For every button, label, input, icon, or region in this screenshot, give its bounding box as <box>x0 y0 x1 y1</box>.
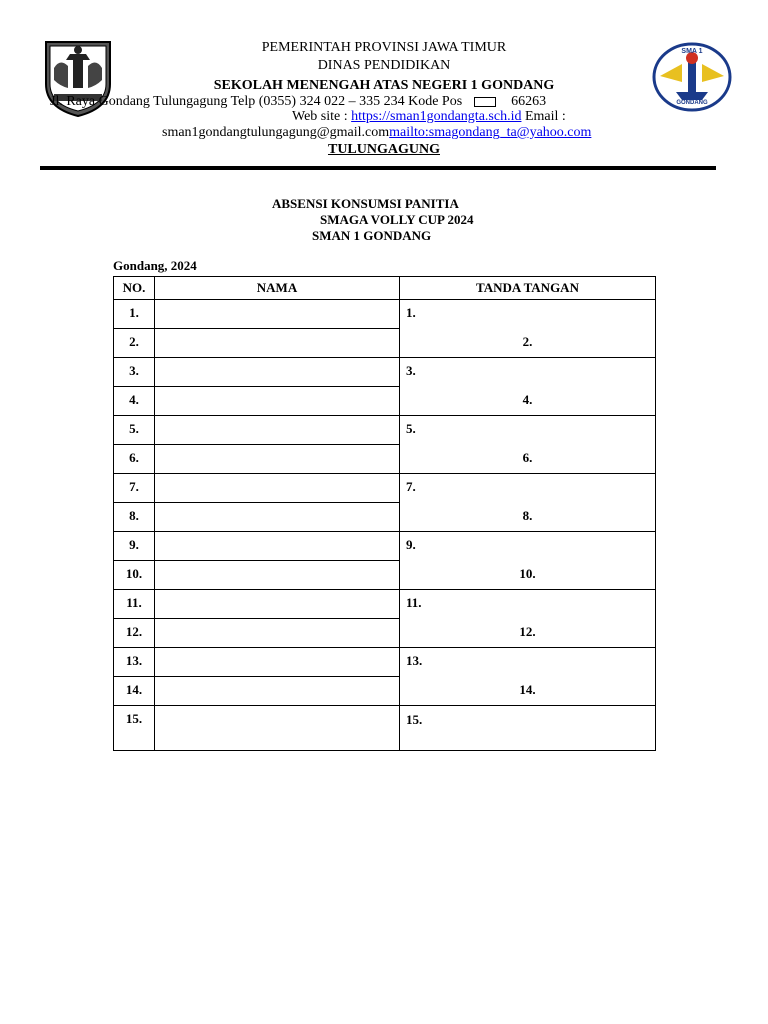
website-link[interactable]: https://sman1gondangta.sch.id <box>351 109 522 124</box>
signature-number: 12. <box>519 624 536 639</box>
row-number: 6. <box>114 445 155 474</box>
row-number: 10. <box>114 561 155 590</box>
form-event: SMAGA VOLLY CUP 2024 <box>320 212 474 227</box>
signature-number: 4. <box>522 392 533 407</box>
signature-field[interactable] <box>400 416 656 474</box>
letterhead-email-line <box>162 125 662 141</box>
email-label: Email : <box>524 109 566 124</box>
signature-number: 5. <box>406 421 416 436</box>
name-field[interactable] <box>155 474 400 503</box>
table-row <box>114 706 656 751</box>
letterhead-school-name: SEKOLAH MENENGAH ATAS NEGERI 1 GONDANG <box>213 78 555 93</box>
table-row <box>114 474 656 503</box>
letterhead-address: Jl. Raya Gondang Tulungagung Telp (0355) 324 022 – 335 234 Kode Pos <box>50 94 463 109</box>
name-field[interactable] <box>155 619 400 648</box>
name-field[interactable] <box>155 329 400 358</box>
signature-field[interactable] <box>400 648 656 706</box>
table-row <box>114 648 656 677</box>
name-field[interactable] <box>155 416 400 445</box>
signature-field[interactable] <box>400 706 656 751</box>
letterhead-web-line <box>292 109 612 125</box>
name-field[interactable] <box>155 590 400 619</box>
row-number: 11. <box>114 590 155 619</box>
letterhead-city: TULUNGAGUNG <box>327 142 440 157</box>
letterhead-postcode: 66263 <box>511 94 547 109</box>
table-row <box>114 532 656 561</box>
table-row <box>114 358 656 387</box>
signature-number: 2. <box>522 334 533 349</box>
table-row <box>114 416 656 445</box>
signature-number: 6. <box>522 450 533 465</box>
signature-number: 9. <box>406 537 416 552</box>
name-field[interactable] <box>155 300 400 329</box>
header-no: NO. <box>114 277 155 300</box>
row-number: 5. <box>114 416 155 445</box>
row-number: 2. <box>114 329 155 358</box>
website-label: Web site : <box>292 109 348 124</box>
letterhead-divider <box>40 166 716 170</box>
signature-number: 8. <box>522 508 533 523</box>
letterhead-department: DINAS PENDIDIKAN <box>317 58 451 73</box>
table-header-row <box>114 277 656 300</box>
name-field[interactable] <box>155 648 400 677</box>
signature-number: 15. <box>406 712 423 727</box>
signature-number: 13. <box>406 653 423 668</box>
letterhead-address-line <box>50 94 690 110</box>
signature-number: 10. <box>519 566 536 581</box>
name-field[interactable] <box>155 677 400 706</box>
row-number: 12. <box>114 619 155 648</box>
row-number: 7. <box>114 474 155 503</box>
name-field[interactable] <box>155 532 400 561</box>
row-number: 8. <box>114 503 155 532</box>
place-date: Gondang, 2024 <box>113 258 197 273</box>
row-number: 13. <box>114 648 155 677</box>
header-nama: NAMA <box>155 277 400 300</box>
name-field[interactable] <box>155 706 400 751</box>
signature-field[interactable] <box>400 300 656 358</box>
row-number: 3. <box>114 358 155 387</box>
school-emblem-top-text: SMA 1 <box>681 48 703 55</box>
table-row <box>114 300 656 329</box>
form-school: SMAN 1 GONDANG <box>312 228 432 243</box>
row-number: 14. <box>114 677 155 706</box>
school-emblem-bottom-text: GONDANG <box>676 100 708 106</box>
row-number: 1. <box>114 300 155 329</box>
signature-field[interactable] <box>400 532 656 590</box>
signature-number: 3. <box>406 363 416 378</box>
signature-field[interactable] <box>400 358 656 416</box>
signature-number: 7. <box>406 479 416 494</box>
signature-number: 11. <box>406 595 422 610</box>
email-address: sman1gondangtulungagung@gmail.com <box>162 125 390 140</box>
attendance-table <box>113 276 656 751</box>
letterhead-government: PEMERINTAH PROVINSI JAWA TIMUR <box>261 40 507 55</box>
header-tanda-tangan: TANDA TANGAN <box>400 277 656 300</box>
postcode-box <box>474 97 496 107</box>
row-number: 9. <box>114 532 155 561</box>
name-field[interactable] <box>155 358 400 387</box>
signature-field[interactable] <box>400 590 656 648</box>
signature-number: 1. <box>406 305 416 320</box>
name-field[interactable] <box>155 445 400 474</box>
email-link[interactable]: mailto:smagondang_ta@yahoo.com <box>389 125 592 140</box>
row-number: 15. <box>114 706 155 751</box>
table-row <box>114 590 656 619</box>
form-title: ABSENSI KONSUMSI PANITIA <box>272 196 459 211</box>
name-field[interactable] <box>155 561 400 590</box>
name-field[interactable] <box>155 387 400 416</box>
name-field[interactable] <box>155 503 400 532</box>
signature-field[interactable] <box>400 474 656 532</box>
row-number: 4. <box>114 387 155 416</box>
signature-number: 14. <box>519 682 536 697</box>
